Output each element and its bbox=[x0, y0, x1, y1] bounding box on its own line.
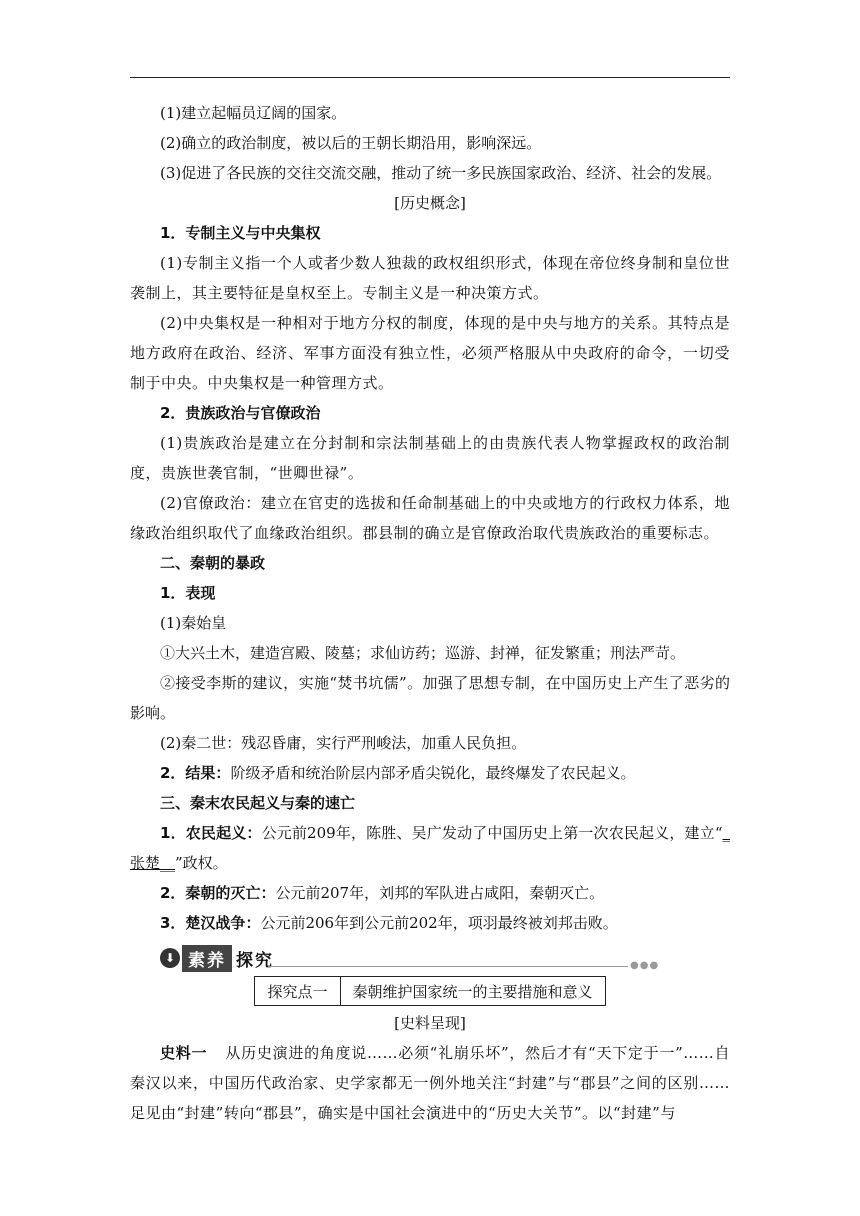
tyranny-qin-ershi: (2)秦二世：残忍昏庸，实行严刑峻法，加重人民负担。 bbox=[160, 734, 527, 752]
inquiry-point-label: 探究点一 bbox=[255, 977, 340, 1006]
concept-1-para-1: (1)专制主义指一个人或者少数人独裁的政权组织形式，体现在帝位终身制和皇位世袭制上，其主要特征是皇权至上。专制主义是一种决策方式。 bbox=[130, 254, 730, 302]
concepts-heading: [历史概念] bbox=[394, 194, 466, 212]
chu-han-text: 公元前206年到公元前202年，项羽最终被刘邦击败。 bbox=[260, 914, 618, 932]
concept-2-title: 2．贵族政治与官僚政治 bbox=[160, 404, 321, 422]
badge-dark-text: 素养 bbox=[182, 945, 232, 972]
chu-han-label: 3．楚汉战争： bbox=[160, 914, 261, 932]
explore-section-banner bbox=[130, 942, 730, 974]
intro-point-3: (3)促进了各民族的交往交流交融，推动了统一多民族国家政治、经济、社会的发展。 bbox=[160, 164, 722, 182]
header-rule bbox=[130, 77, 730, 78]
inquiry-point-title: 秦朝维护国家统一的主要措施和意义 bbox=[340, 977, 605, 1006]
result-text: 阶级矛盾和统治阶层内部矛盾尖锐化，最终爆发了农民起义。 bbox=[230, 764, 636, 782]
inquiry-point-table bbox=[254, 976, 605, 1006]
material-1-label: 史料一 bbox=[160, 1044, 208, 1062]
page-content bbox=[130, 98, 730, 1128]
banner-rule bbox=[268, 966, 628, 967]
concept-2-para-2: (2)官僚政治：建立在官吏的选拔和任命制基础上的中央或地方的行政权力体系，地缘政治组织取代了血缘政治组织。郡县制的确立是官僚政治取代贵族政治的重要标志。 bbox=[130, 494, 730, 542]
material-1-text: 从历史演进的角度说……必须“礼崩乐坏”，然后才有“天下定于一”……自秦汉以来，中国历代政治家、史学家都无一例外地关注“封建”与“郡县”之间的区别……足见由“封建”转向“郡县”，确实是中国社会演进中的“历史大关节”。以“封建”与 bbox=[130, 1044, 730, 1122]
collapse-label: 2．秦朝的灭亡： bbox=[160, 884, 276, 902]
fall-item-2 bbox=[130, 878, 730, 908]
badge-text: 探究 bbox=[236, 950, 274, 971]
fall-heading: 三、秦末农民起义与秦的速亡 bbox=[160, 794, 356, 812]
collapse-text: 公元前207年，刘邦的军队进占咸阳，秦朝灭亡。 bbox=[275, 884, 605, 902]
tyranny-subheading-1: 1．表现 bbox=[160, 584, 216, 602]
intro-point-1: (1)建立起幅员辽阔的国家。 bbox=[160, 104, 347, 122]
fall-item-1 bbox=[130, 818, 730, 878]
concept-1-title: 1．专制主义与中央集权 bbox=[160, 224, 321, 242]
tyranny-qin-shihuang: (1)秦始皇 bbox=[160, 614, 227, 632]
intro-point-2: (2)确立的政治制度，被以后的王朝长期沿用，影响深远。 bbox=[160, 134, 542, 152]
tyranny-result bbox=[130, 758, 730, 788]
tyranny-heading: 二、秦朝的暴政 bbox=[160, 554, 266, 572]
material-1 bbox=[130, 1038, 730, 1128]
result-label: 2．结果： bbox=[160, 764, 231, 782]
tyranny-item-1: ①大兴土木，建造宫殿、陵墓；求仙访药；巡游、封禅，征发繁重；刑法严苛。 bbox=[160, 644, 686, 662]
fill-blank-answer: _张楚__ bbox=[130, 824, 730, 872]
concept-2-para-1: (1)贵族政治是建立在分封制和宗法制基础上的由贵族代表人物掌握政权的政治制度，贵族世袭官制，“世卿世禄”。 bbox=[130, 434, 730, 482]
uprising-text: 公元前209年，陈胜、吴广发动了中国历史上第一次农民起义，建立“ bbox=[261, 824, 723, 842]
explore-badge bbox=[160, 946, 274, 970]
tyranny-item-2: ②接受李斯的建议，实施“焚书坑儒”。加强了思想专制，在中国历史上产生了恶劣的影响。 bbox=[130, 674, 730, 722]
uprising-text-end: ”政权。 bbox=[175, 854, 228, 872]
arrow-down-icon: ⬇ bbox=[160, 948, 180, 968]
materials-heading: [史料呈现] bbox=[394, 1014, 466, 1032]
banner-dots: ●●● bbox=[630, 960, 660, 971]
fall-item-3 bbox=[130, 908, 730, 938]
uprising-label: 1．农民起义： bbox=[160, 824, 262, 842]
concept-1-para-2: (2)中央集权是一种相对于地方分权的制度，体现的是中央与地方的关系。其特点是地方政府在政治、经济、军事方面没有独立性，必须严格服从中央政府的命令，一切受制于中央。中央集权是一种管理方式。 bbox=[130, 314, 730, 392]
